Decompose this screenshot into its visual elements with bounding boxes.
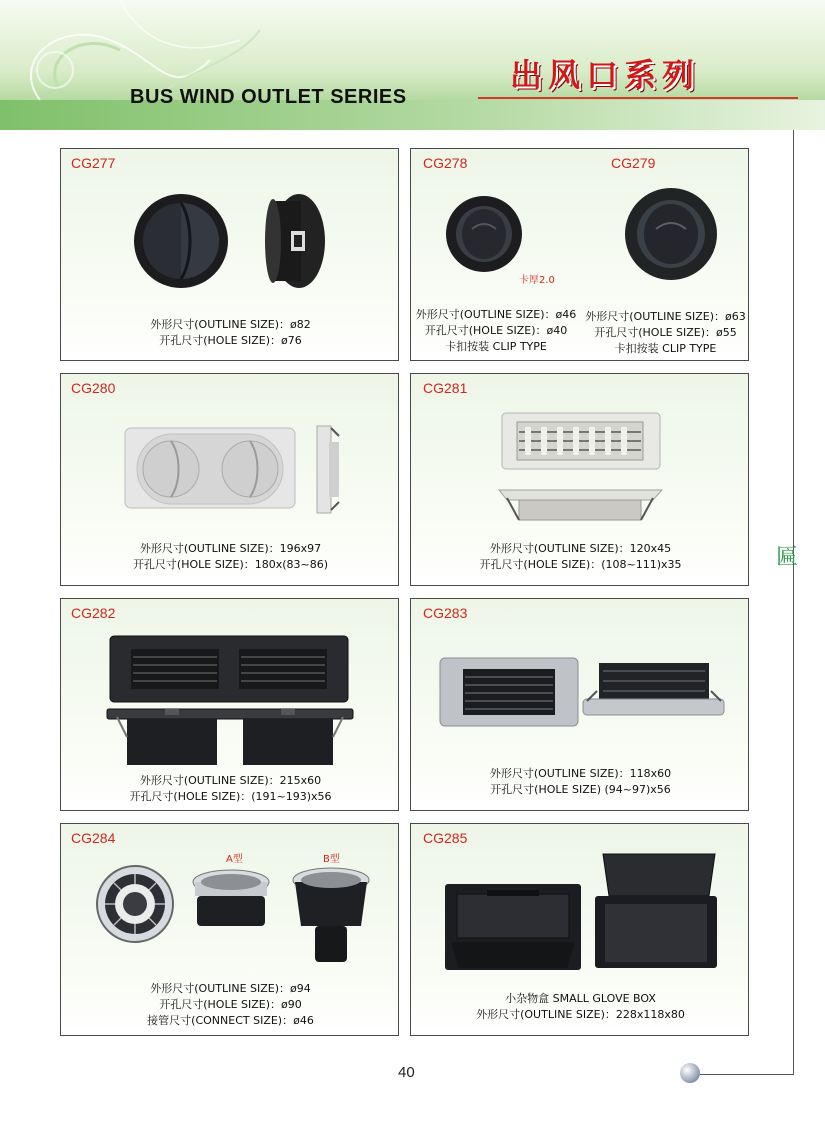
product-code: CG283: [423, 605, 468, 621]
spec-clip-type-cg279: 卡扣按装 CLIP TYPE: [614, 342, 717, 355]
spec-hole-size: 开孔尺寸(HOLE SIZE)：ø76: [159, 334, 302, 347]
spec-outline-size: 外形尺寸(OUTLINE SIZE)：120x45: [489, 542, 672, 555]
silver-louver-side-image: [581, 661, 726, 721]
product-card-cg281: [410, 373, 749, 586]
spec-clip-type-cg278: 卡扣按装 CLIP TYPE: [445, 340, 547, 353]
spec-hole-size-cg279: 开孔尺寸(HOLE SIZE)：ø55: [594, 326, 737, 339]
spec-outline-size: 外形尺寸(OUTLINE SIZE)：ø82: [150, 318, 311, 331]
spec-outline-size: 外形尺寸(OUTLINE SIZE)：118x60: [489, 767, 672, 780]
clip-outlet-small-image: [436, 194, 536, 279]
silver-louver-front-image: [439, 657, 579, 727]
product-card-cg280: [60, 373, 399, 586]
side-mark: 匾: [776, 545, 799, 570]
product-code: CG277: [71, 155, 116, 171]
product-card-cg282: [60, 598, 399, 811]
spec-hole-size: 开孔尺寸(HOLE SIZE) (94~97)x56: [490, 783, 671, 796]
double-outlet-panel-image: [123, 426, 298, 511]
margin-horizontal-line: [700, 1074, 794, 1075]
type-b-label: B型: [323, 854, 340, 865]
spec-hole-size: 开孔尺寸(HOLE SIZE)：(191~193)x56: [129, 790, 332, 803]
spec-outline-size-cg279: 外形尺寸(OUTLINE SIZE)：ø63: [585, 310, 746, 323]
spec-outline-size: 外形尺寸(OUTLINE SIZE)：196x97: [139, 542, 322, 555]
type-a-label: A型: [226, 854, 243, 865]
product-code: CG281: [423, 380, 468, 396]
series-title-cn: 出风口系列: [510, 56, 701, 94]
glove-box-closed-image: [443, 882, 583, 972]
glove-box-open-image: [591, 852, 721, 970]
double-louver-side-image: [105, 707, 355, 769]
double-outlet-side-image: [313, 422, 343, 517]
page-number: 40: [398, 1064, 415, 1081]
double-louver-front-image: [109, 635, 349, 703]
spec-hole-size: 开孔尺寸(HOLE SIZE)：180x(83~86): [132, 558, 329, 571]
spec-hole-size: 开孔尺寸(HOLE SIZE)：ø90: [159, 998, 302, 1011]
spec-hole-size: 开孔尺寸(HOLE SIZE)：(108~111)x35: [479, 558, 682, 571]
clip-outlet-large-image: [616, 187, 726, 282]
product-code: CG285: [423, 830, 468, 846]
spec-product-name: 小杂物盒 SMALL GLOVE BOX: [505, 992, 656, 1005]
header-band: [0, 100, 825, 130]
product-code: CG280: [71, 380, 116, 396]
header-rule: [478, 97, 798, 99]
product-card-cg283: [410, 598, 749, 811]
product-card-cg285: [410, 823, 749, 1036]
spec-hole-size-cg278: 开孔尺寸(HOLE SIZE)：ø40: [424, 324, 568, 337]
product-code: CG284: [71, 830, 116, 846]
round-vent-type-a-image: [191, 868, 271, 930]
spec-outline-size: 外形尺寸(OUTLINE SIZE)：215x60: [139, 774, 322, 787]
product-card-cg284: [60, 823, 399, 1036]
spec-connect-size: 接管尺寸(CONNECT SIZE)：ø46: [147, 1014, 314, 1027]
louver-outlet-front-image: [501, 412, 661, 472]
spec-outline-size: 外形尺寸(OUTLINE SIZE)：228x118x80: [476, 1008, 685, 1021]
decorative-ball: [680, 1063, 700, 1083]
product-card-cg277: [60, 148, 399, 361]
spec-outline-size: 外形尺寸(OUTLINE SIZE)：ø94: [150, 982, 311, 995]
page-header: [0, 0, 825, 130]
round-outlet-side-image: [261, 191, 331, 291]
product-code: CG282: [71, 605, 116, 621]
margin-vertical-line: [793, 130, 794, 1075]
series-title-en: BUS WIND OUTLET SERIES: [130, 86, 407, 108]
round-vent-type-b-image: [291, 866, 371, 966]
product-code: CG278: [423, 155, 468, 171]
product-code: CG279: [611, 155, 656, 171]
round-vent-front-image: [95, 864, 175, 944]
product-card-cg278-cg279: [410, 148, 749, 361]
spec-outline-size-cg278: 外形尺寸(OUTLINE SIZE)：ø46: [415, 308, 577, 321]
louver-outlet-side-image: [493, 484, 668, 526]
round-outlet-front-image: [131, 191, 241, 291]
clip-thickness-tag: 卡厚2.0: [519, 275, 555, 286]
